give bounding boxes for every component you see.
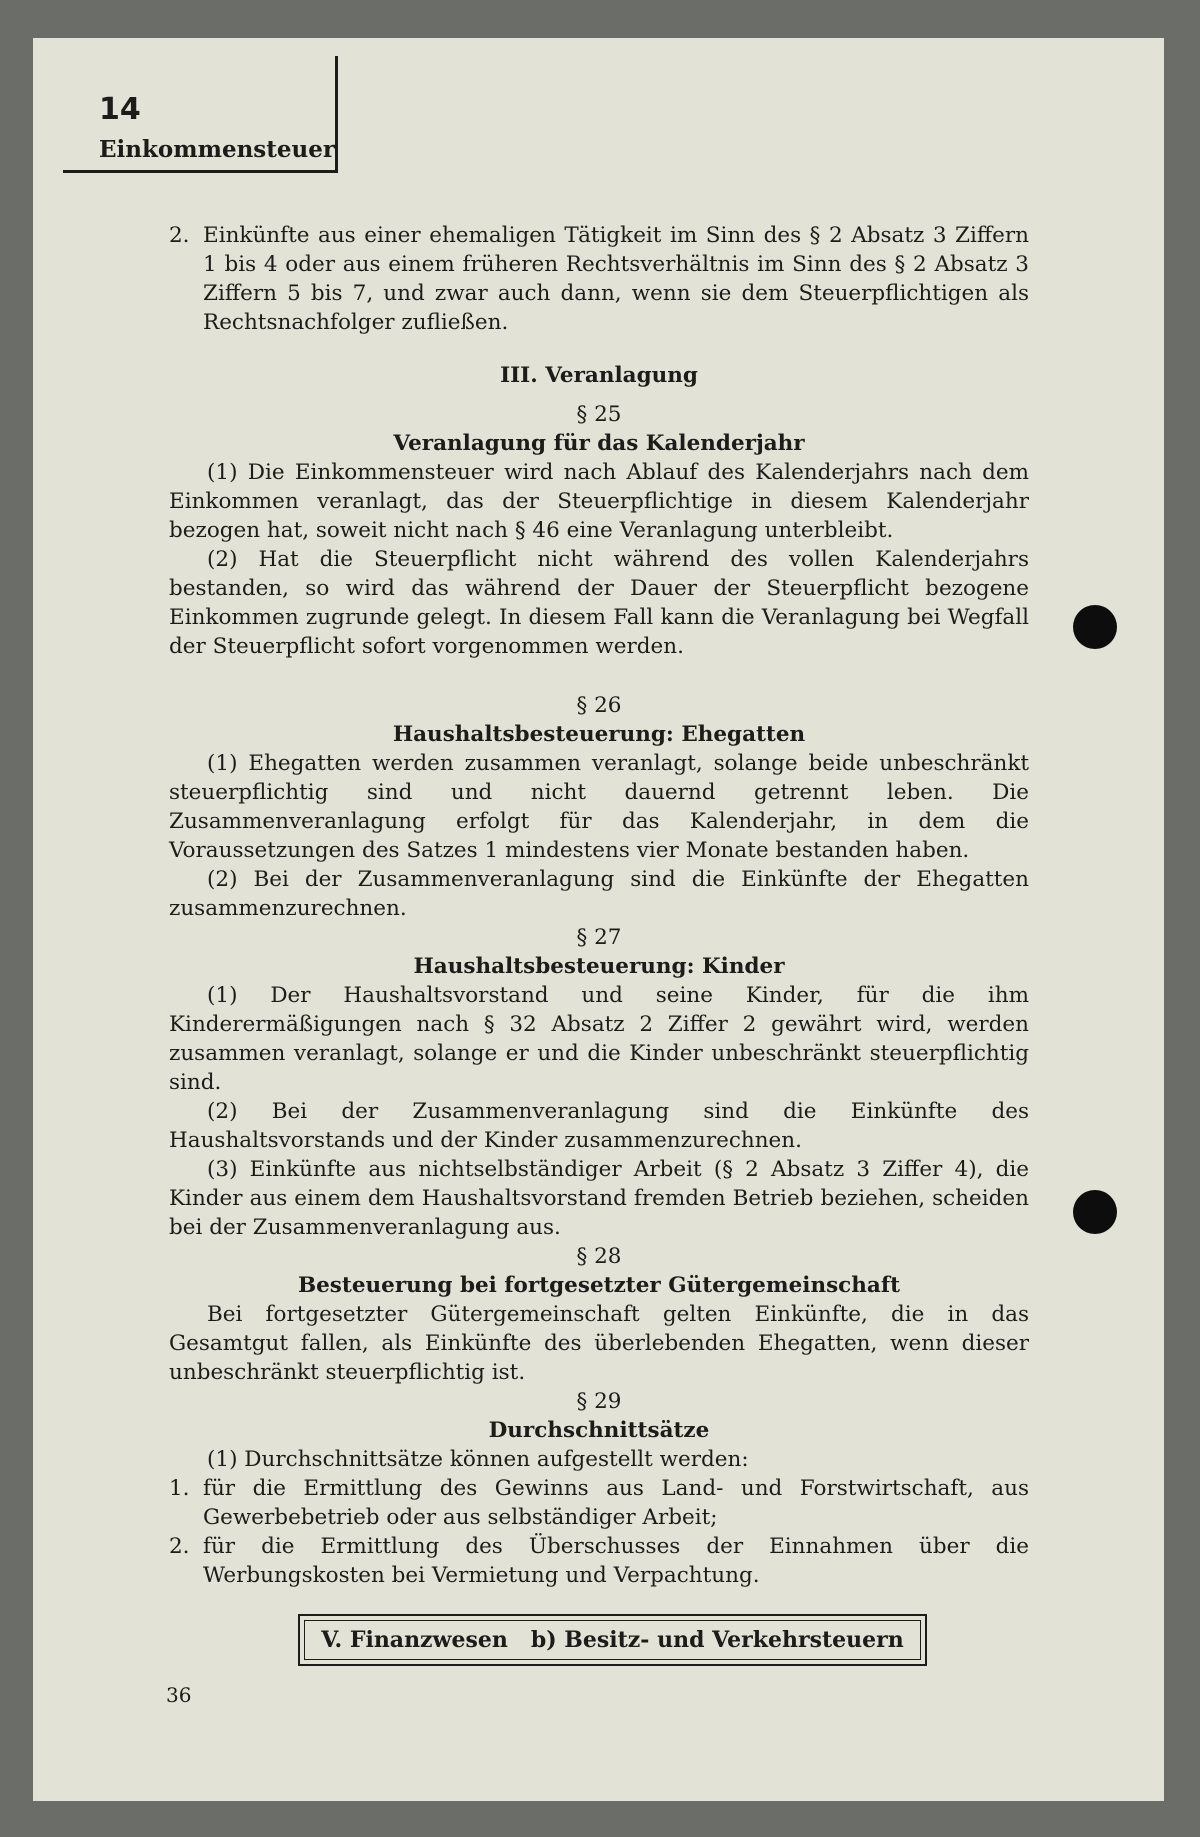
document-page bbox=[33, 38, 1164, 1801]
paragraph: (1) Durchschnittsätze können aufgestellt werden: bbox=[207, 1447, 749, 1472]
footer-label: V. Finanzwesen b) Besitz- und Verkehrsteuern bbox=[304, 1620, 921, 1660]
list-item bbox=[169, 1532, 1029, 1590]
section-number: § 26 bbox=[576, 693, 622, 718]
paragraph: (3) Einkünfte aus nichtselbständiger Arbeit (§ 2 Absatz 3 Ziffer 4), die Kinder aus einem dem Haushaltsvorstand fremden Betrieb beziehen, scheiden bei der Zusammenveranlagung aus. bbox=[169, 1157, 1029, 1240]
part-heading: III. Veranlagung bbox=[500, 363, 698, 388]
list-item-number: 2. bbox=[169, 1534, 190, 1559]
section-title: Durchschnittsätze bbox=[488, 1418, 710, 1443]
paragraph: (1) Der Haushaltsvorstand und seine Kinder, für die ihm Kinderermäßigungen nach § 32 Absatz 2 Ziffer 2 gewährt wird, werden zusammen veranlagt, solange er und die Kinder unbeschränkt steuerpflichtig sind. bbox=[169, 983, 1029, 1095]
section-title: Besteuerung bei fortgesetzter Gütergemeinschaft bbox=[297, 1273, 901, 1298]
paragraph: Bei fortgesetzter Gütergemeinschaft gelten Einkünfte, die in das Gesamtgut fallen, als Einkünfte des überlebenden Ehegatten, wenn dieser unbeschränkt steuerpflichtig ist. bbox=[169, 1302, 1029, 1385]
footer-box bbox=[298, 1614, 927, 1666]
section-title: Haushaltsbesteuerung: Kinder bbox=[413, 954, 785, 979]
paragraph: (1) Ehegatten werden zusammen veranlagt, solange beide unbeschränkt steuerpflichtig sind und nicht dauernd getrennt leben. Die Zusammenveranlagung erfolgt für das Kalenderjahr, in dem die Voraussetzungen des Satzes 1 mindestens vier Monate bestanden haben. bbox=[169, 751, 1029, 863]
section-title: Haushaltsbesteuerung: Ehegatten bbox=[392, 722, 806, 747]
section-number: § 27 bbox=[576, 925, 622, 950]
chapter-number: 14 bbox=[99, 92, 141, 127]
header-box bbox=[63, 56, 338, 173]
section-number: § 25 bbox=[576, 402, 622, 427]
list-item-text: für die Ermittlung des Überschusses der Einnahmen über die Werbungskosten bei Vermietung und Verpachtung. bbox=[203, 1534, 1029, 1588]
section-number: § 29 bbox=[576, 1389, 622, 1414]
document-body bbox=[169, 221, 1029, 1590]
page-number: 36 bbox=[166, 1683, 192, 1707]
list-item-number: 1. bbox=[169, 1476, 190, 1501]
list-item bbox=[169, 221, 1029, 337]
section-title: Veranlagung für das Kalenderjahr bbox=[393, 431, 805, 456]
chapter-title: Einkommensteuer bbox=[99, 136, 335, 163]
section-number: § 28 bbox=[576, 1244, 622, 1269]
punch-hole bbox=[1073, 605, 1117, 649]
list-item-text: für die Ermittlung des Gewinns aus Land- und Forstwirtschaft, aus Gewerbebetrieb oder aus selbständiger Arbeit; bbox=[203, 1476, 1029, 1530]
paragraph: (2) Bei der Zusammenveranlagung sind die Einkünfte der Ehegatten zusammenzurechnen. bbox=[169, 867, 1029, 921]
punch-hole bbox=[1073, 1190, 1117, 1234]
list-item bbox=[169, 1474, 1029, 1532]
paragraph: (2) Hat die Steuerpflicht nicht während des vollen Kalenderjahrs bestanden, so wird das während der Dauer der Steuerpflicht bezogene Einkommen zugrunde gelegt. In diesem Fall kann die Veranlagung bei Wegfall der Steuerpflicht sofort vorgenommen werden. bbox=[169, 547, 1029, 659]
list-item-text: Einkünfte aus einer ehemaligen Tätigkeit im Sinn des § 2 Absatz 3 Ziffern 1 bis 4 oder aus einem früheren Rechtsverhältnis im Sinn des § 2 Absatz 3 Ziffern 5 bis 7, und zwar auch dann, wenn sie dem Steuerpflichtigen als Rechtsnachfolger zufließen. bbox=[203, 223, 1029, 335]
list-item-number: 2. bbox=[169, 223, 190, 248]
paragraph: (1) Die Einkommensteuer wird nach Ablauf des Kalenderjahrs nach dem Einkommen veranlagt, das der Steuerpflichtige in diesem Kalenderjahr bezogen hat, soweit nicht nach § 46 eine Veranlagung unterbleibt. bbox=[169, 460, 1029, 543]
paragraph: (2) Bei der Zusammenveranlagung sind die Einkünfte des Haushaltsvorstands und der Kinder zusammenzurechnen. bbox=[169, 1099, 1029, 1153]
